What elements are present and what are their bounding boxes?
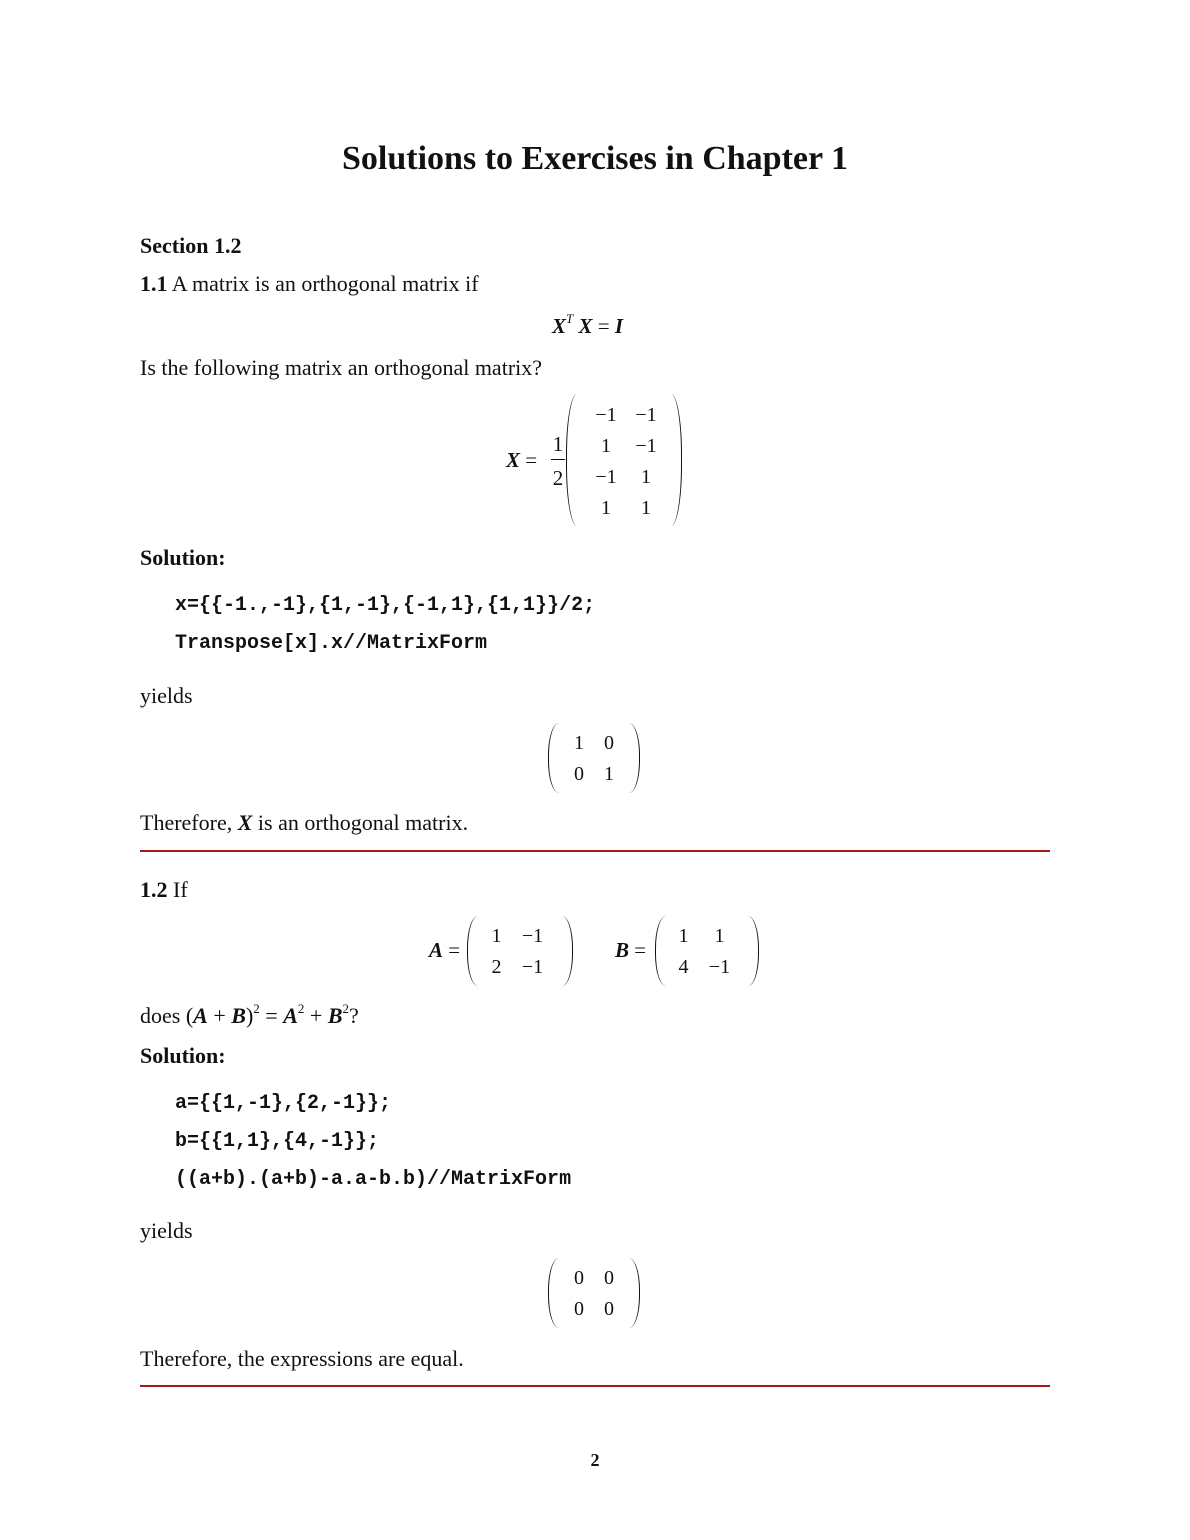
- eq-identity: I: [614, 314, 624, 338]
- matrix-row: [672, 952, 744, 983]
- matrix-cell: 0: [604, 1267, 614, 1289]
- exercise-intro-text: A matrix is an orthogonal matrix if: [171, 271, 479, 296]
- matrix-b-label: [615, 938, 646, 963]
- eq-x-transposed: X: [552, 314, 567, 338]
- matrix-row: [586, 493, 666, 524]
- matrix-a: [467, 916, 573, 986]
- divider-rule: [140, 1385, 1050, 1387]
- yields-text-2: yields: [140, 1218, 193, 1243]
- question-square: 2: [253, 1001, 260, 1016]
- matrix-a-name: A: [429, 938, 444, 962]
- matrix-row: [586, 462, 666, 493]
- matrix-x-equals: =: [525, 448, 538, 472]
- matrix-x-name: X: [506, 448, 521, 472]
- conclusion-1: [140, 810, 468, 836]
- question-var-b: B: [327, 1003, 343, 1028]
- left-paren: [566, 394, 577, 526]
- right-paren: [562, 916, 573, 986]
- fraction-denominator: 2: [552, 466, 564, 490]
- conclusion-text: Therefore,: [140, 810, 238, 835]
- matrix-cell: −1: [595, 404, 617, 426]
- matrix-x-label: [506, 448, 537, 473]
- left-paren: [467, 916, 478, 986]
- matrix-cell: 1: [641, 466, 651, 488]
- question-mark: ?: [349, 1003, 359, 1028]
- code-line: b={{1,1},{4,-1}};: [175, 1130, 380, 1153]
- matrix-cell: −1: [595, 466, 617, 488]
- matrix-cell: 1: [714, 925, 725, 947]
- code-line: a={{1,-1},{2,-1}};: [175, 1092, 392, 1115]
- exercise-1-2-intro: [140, 877, 188, 903]
- eq-equals: =: [597, 314, 610, 338]
- question-var-b: B: [231, 1003, 246, 1028]
- right-paren: [671, 394, 682, 526]
- matrix-cell: 1: [678, 925, 689, 947]
- question-plus: +: [304, 1003, 328, 1028]
- divider-rule: [140, 850, 1050, 852]
- conclusion-2: Therefore, the expressions are equal.: [140, 1346, 464, 1371]
- left-paren: [548, 1258, 559, 1328]
- code-line: x={{-1.,-1},{1,-1},{-1,1},{1,1}}/2;: [175, 594, 596, 617]
- question-text: does (: [140, 1003, 194, 1028]
- matrix-row: [485, 952, 557, 983]
- solution-label-2: Solution:: [140, 1043, 226, 1068]
- code-line: ((a+b).(a+b)-a.a-b.b)//MatrixForm: [175, 1168, 572, 1191]
- exercise-number: 1.2: [140, 877, 168, 902]
- yields-text-1: yields: [140, 683, 193, 708]
- matrix-cell: 2: [491, 956, 502, 978]
- fraction-numerator: 1: [552, 432, 564, 456]
- exercise-number: 1.1: [140, 271, 168, 296]
- matrix-b: [655, 916, 759, 986]
- fraction-bar: [551, 459, 565, 460]
- matrix-cell: 0: [604, 732, 614, 754]
- question-plus: +: [207, 1003, 232, 1028]
- matrix-cell: −1: [521, 956, 544, 978]
- matrix-cell: 1: [604, 763, 614, 785]
- question-paren: ): [245, 1003, 254, 1028]
- result-matrix-2: [548, 1258, 640, 1328]
- left-paren: [548, 723, 559, 793]
- left-paren: [655, 916, 666, 986]
- page-title: Solutions to Exercises in Chapter 1: [342, 140, 848, 177]
- matrix-cell: 0: [574, 1298, 584, 1320]
- matrix-row: [672, 921, 744, 952]
- question-equals: =: [259, 1003, 284, 1028]
- matrix-row: [564, 728, 624, 759]
- page-number: 2: [590, 1450, 600, 1470]
- matrix-cell: −1: [635, 404, 657, 426]
- right-paren: [629, 723, 640, 793]
- matrix-cell: 1: [574, 732, 584, 754]
- code-line: Transpose[x].x//MatrixForm: [175, 632, 488, 655]
- matrix-cell: −1: [635, 435, 657, 457]
- matrix-cell: −1: [708, 956, 731, 978]
- matrix-row: [564, 1263, 624, 1294]
- matrix-cell: 0: [604, 1298, 614, 1320]
- matrix-row: [586, 400, 666, 431]
- matrix-cell: 0: [574, 1267, 584, 1289]
- matrix-cell: 1: [601, 435, 611, 457]
- right-paren: [629, 1258, 640, 1328]
- question-var-a: A: [193, 1003, 208, 1028]
- matrix-b-equals: =: [634, 938, 647, 962]
- matrix-cell: 4: [678, 956, 689, 978]
- exercise-intro-text: If: [173, 877, 188, 902]
- exercise-1-1-intro: [140, 271, 479, 297]
- orthogonal-equation: [552, 311, 624, 339]
- matrix-cell: −1: [521, 925, 544, 947]
- exercise-1-1-question: Is the following matrix an orthogonal matrix?: [140, 355, 543, 380]
- matrix-row: [485, 921, 557, 952]
- result-matrix-1: [548, 723, 640, 793]
- conclusion-variable: X: [237, 810, 253, 835]
- matrix-x: [566, 394, 682, 526]
- matrix-a-label: [429, 938, 460, 963]
- matrix-cell: 1: [491, 925, 502, 947]
- matrix-row: [564, 1294, 624, 1325]
- question-var-a: A: [283, 1003, 298, 1028]
- solution-label-1: Solution:: [140, 545, 226, 570]
- conclusion-text: is an orthogonal matrix.: [252, 810, 469, 835]
- right-paren: [748, 916, 759, 986]
- eq-transpose-sup: T: [566, 311, 574, 326]
- matrix-b-name: B: [615, 938, 630, 962]
- matrix-row: [586, 431, 666, 462]
- section-heading: Section 1.2: [140, 233, 242, 258]
- question-square: 2: [297, 1001, 305, 1016]
- matrix-cell: 1: [601, 497, 611, 519]
- matrix-cell: 1: [641, 497, 651, 519]
- eq-x: X: [578, 314, 593, 338]
- question-square: 2: [342, 1001, 349, 1016]
- exercise-1-2-question: [140, 1003, 359, 1032]
- matrix-a-equals: =: [448, 938, 461, 962]
- matrix-row: [564, 759, 624, 790]
- matrix-cell: 0: [574, 763, 584, 785]
